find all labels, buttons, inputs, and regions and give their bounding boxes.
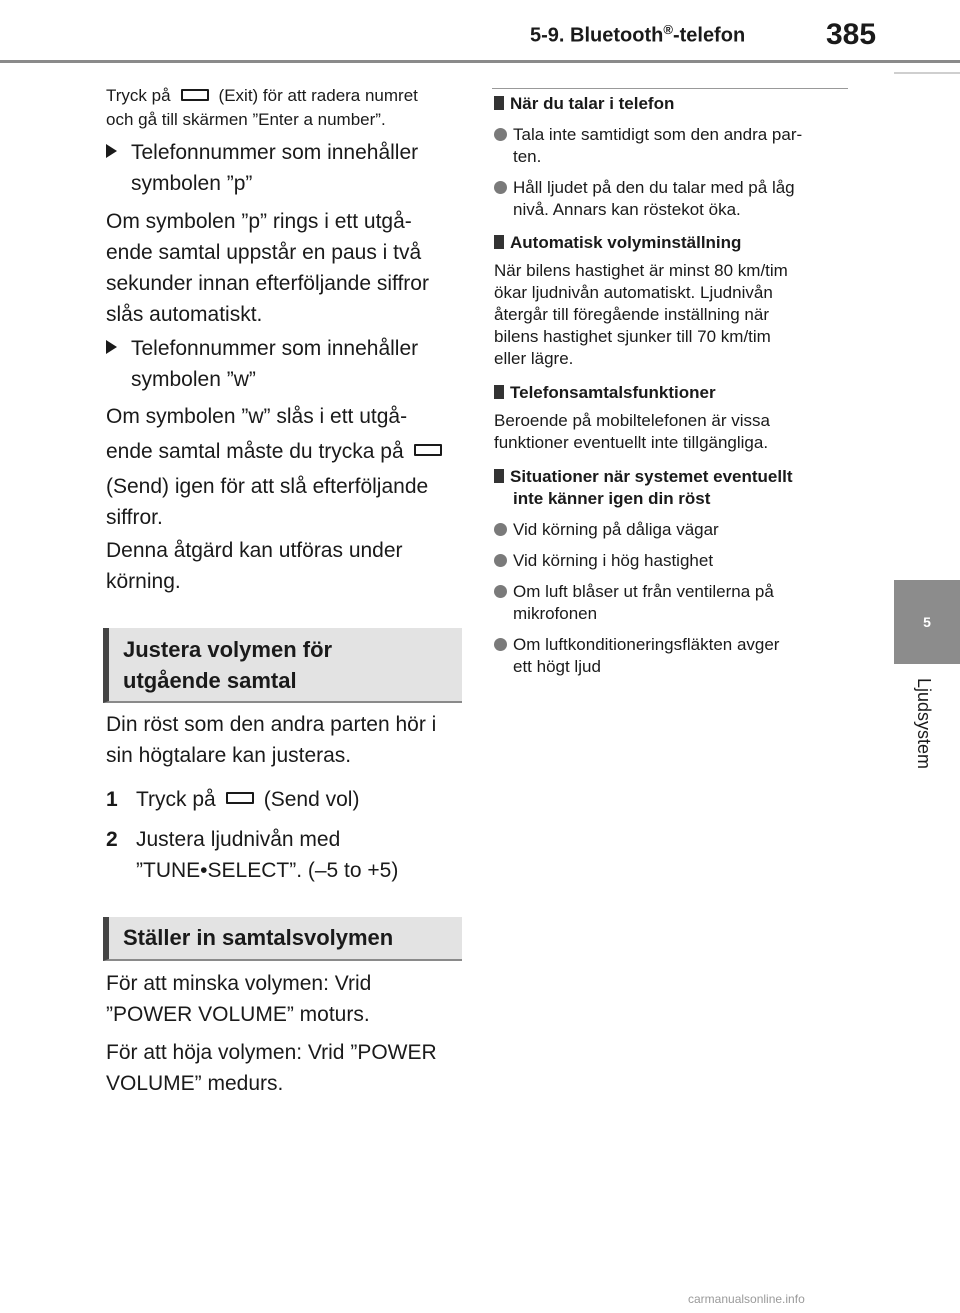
page-number: 385: [826, 18, 877, 51]
step-1: [106, 784, 476, 815]
call-volume-line: För att minska volymen: Vrid: [106, 972, 372, 995]
side-rule: [894, 72, 960, 74]
w-heading-line-2: symbolen ”w”: [131, 368, 256, 391]
call-volume-text: [106, 968, 476, 1099]
call-volume-line: VOLUME” medurs.: [106, 1072, 284, 1095]
section-header-call-volume: [103, 917, 462, 961]
note-line: Beroende på mobiltelefonen är vissa: [494, 411, 770, 430]
bullet-item: [494, 581, 864, 625]
bullet-text: Om luft blåser ut från ventilerna på: [513, 582, 774, 601]
triangle-bullet-icon: [106, 340, 117, 354]
square-bullet-icon: [494, 385, 504, 399]
bullet-item: [494, 519, 864, 541]
triangle-bullet-icon: [106, 144, 117, 158]
p-text-line: slås automatiskt.: [106, 303, 263, 326]
bullet-text: Om luftkonditioneringsfläkten avger: [513, 635, 780, 654]
exit-text-b: (Exit) för att radera numret: [218, 86, 418, 105]
note-heading: [494, 232, 864, 254]
header-rule: [0, 60, 960, 63]
step-1-text-b: (Send vol): [263, 788, 360, 811]
step-1-text-a: Tryck på: [136, 788, 216, 811]
w-symbol-text: [106, 401, 476, 533]
bullet-text: Håll ljudet på den du talar med på låg: [513, 178, 795, 197]
circle-bullet-icon: [494, 585, 507, 598]
w-text-line: (Send) igen för att slå efterföljande: [106, 475, 429, 498]
send-button-icon: [414, 444, 442, 456]
bullet-text: Vid körning på dåliga vägar: [513, 520, 719, 539]
circle-bullet-icon: [494, 181, 507, 194]
note-text: [494, 260, 864, 370]
exit-text-c: och gå till skärmen ”Enter a number”.: [106, 110, 386, 129]
bullet-text: ten.: [513, 147, 542, 166]
note-heading-text: Telefonsamtalsfunktioner: [510, 383, 716, 402]
step-number: 1: [106, 788, 118, 811]
p-heading-line-1: Telefonnummer som innehåller: [131, 141, 419, 164]
square-bullet-icon: [494, 235, 504, 249]
note-heading: [494, 382, 864, 404]
chapter-label: Ljudsystem: [914, 678, 934, 770]
chapter-number: 5: [923, 614, 931, 630]
bullet-item: [494, 634, 864, 678]
bullet-text: Vid körning i hög hastighet: [513, 551, 714, 570]
step-2: [106, 824, 476, 886]
note-line: återgår till föregående inställning när: [494, 305, 770, 324]
chapter-tab[interactable]: [894, 580, 960, 664]
registered-mark: ®: [663, 22, 673, 37]
bullet-text: Tala inte samtidigt som den andra par-: [513, 125, 803, 144]
p-text-line: ende samtal uppstår en paus i två: [106, 241, 422, 264]
right-column: [494, 93, 864, 678]
column-rule: [492, 88, 848, 89]
square-bullet-icon: [494, 469, 504, 483]
note-line: funktioner eventuellt inte tillgängliga.: [494, 433, 769, 452]
p-heading-line-2: symbolen ”p”: [131, 172, 253, 195]
p-text-line: sekunder innan efterföljande siffror: [106, 272, 429, 295]
outgoing-volume-text: [106, 709, 476, 771]
send-vol-button-icon: [226, 792, 254, 804]
w-text-line: Om symbolen ”w” slås i ett utgå-: [106, 405, 408, 428]
section-header-outgoing-volume: [103, 628, 462, 703]
call-volume-line: ”POWER VOLUME” moturs.: [106, 1003, 370, 1026]
step-2-text-a: Justera ljudnivån med: [136, 828, 341, 851]
bullet-text: nivå. Annars kan röstekot öka.: [513, 200, 741, 219]
outgoing-volume-line: Din röst som den andra parten hör i: [106, 713, 437, 736]
w-text-line: siffror.: [106, 506, 163, 529]
circle-bullet-icon: [494, 128, 507, 141]
note-line: bilens hastighet sjunker till 70 km/tim: [494, 327, 771, 346]
p-symbol-heading: [106, 137, 476, 199]
driving-note-line: körning.: [106, 570, 181, 593]
p-text-line: Om symbolen ”p” rings i ett utgå-: [106, 210, 412, 233]
exit-instruction: [106, 84, 476, 132]
section-title-line-2: utgående samtal: [123, 668, 297, 693]
bullet-text: ett högt ljud: [513, 657, 601, 676]
w-text-line: ende samtal måste du trycka på: [106, 440, 404, 463]
note-heading-text: inte känner igen din röst: [513, 489, 711, 508]
note-heading: [494, 466, 864, 510]
note-line: ökar ljudnivån automatiskt. Ljudnivån: [494, 283, 773, 302]
driving-note-line: Denna åtgärd kan utföras under: [106, 539, 403, 562]
bullet-item: [494, 124, 864, 168]
circle-bullet-icon: [494, 523, 507, 536]
section-title: Ställer in samtalsvolymen: [123, 925, 394, 950]
step-2-text-b: ”TUNE•SELECT”. (–5 to +5): [136, 859, 399, 882]
note-line: eller lägre.: [494, 349, 574, 368]
square-bullet-icon: [494, 96, 504, 110]
w-heading-line-1: Telefonnummer som innehåller: [131, 337, 419, 360]
circle-bullet-icon: [494, 638, 507, 651]
section-title-suffix: -telefon: [672, 24, 746, 47]
bullet-item: [494, 550, 864, 572]
note-heading: [494, 93, 864, 115]
bullet-text: mikrofonen: [513, 604, 598, 623]
p-symbol-text: [106, 206, 476, 330]
watermark: carmanualsonline.info: [688, 1292, 805, 1306]
circle-bullet-icon: [494, 554, 507, 567]
note-heading-text: När du talar i telefon: [510, 94, 675, 113]
w-symbol-heading: [106, 333, 476, 395]
call-volume-line: För att höja volymen: Vrid ”POWER: [106, 1041, 437, 1064]
section-title-text: 5-9. Bluetooth: [530, 24, 664, 47]
step-number: 2: [106, 828, 118, 851]
bullet-item: [494, 177, 864, 221]
exit-text-a: Tryck på: [106, 86, 171, 105]
note-line: När bilens hastighet är minst 80 km/tim: [494, 261, 788, 280]
note-text: [494, 410, 864, 454]
driving-note: [106, 535, 476, 597]
note-heading-text: Automatisk volyminställning: [510, 233, 742, 252]
note-heading-text: Situationer när systemet eventuellt: [510, 467, 793, 486]
outgoing-volume-line: sin högtalare kan justeras.: [106, 744, 352, 767]
section-title-line-1: Justera volymen för: [123, 637, 333, 662]
section-title: [530, 22, 745, 48]
exit-button-icon: [181, 89, 209, 101]
chapter-label-box: [912, 678, 942, 808]
